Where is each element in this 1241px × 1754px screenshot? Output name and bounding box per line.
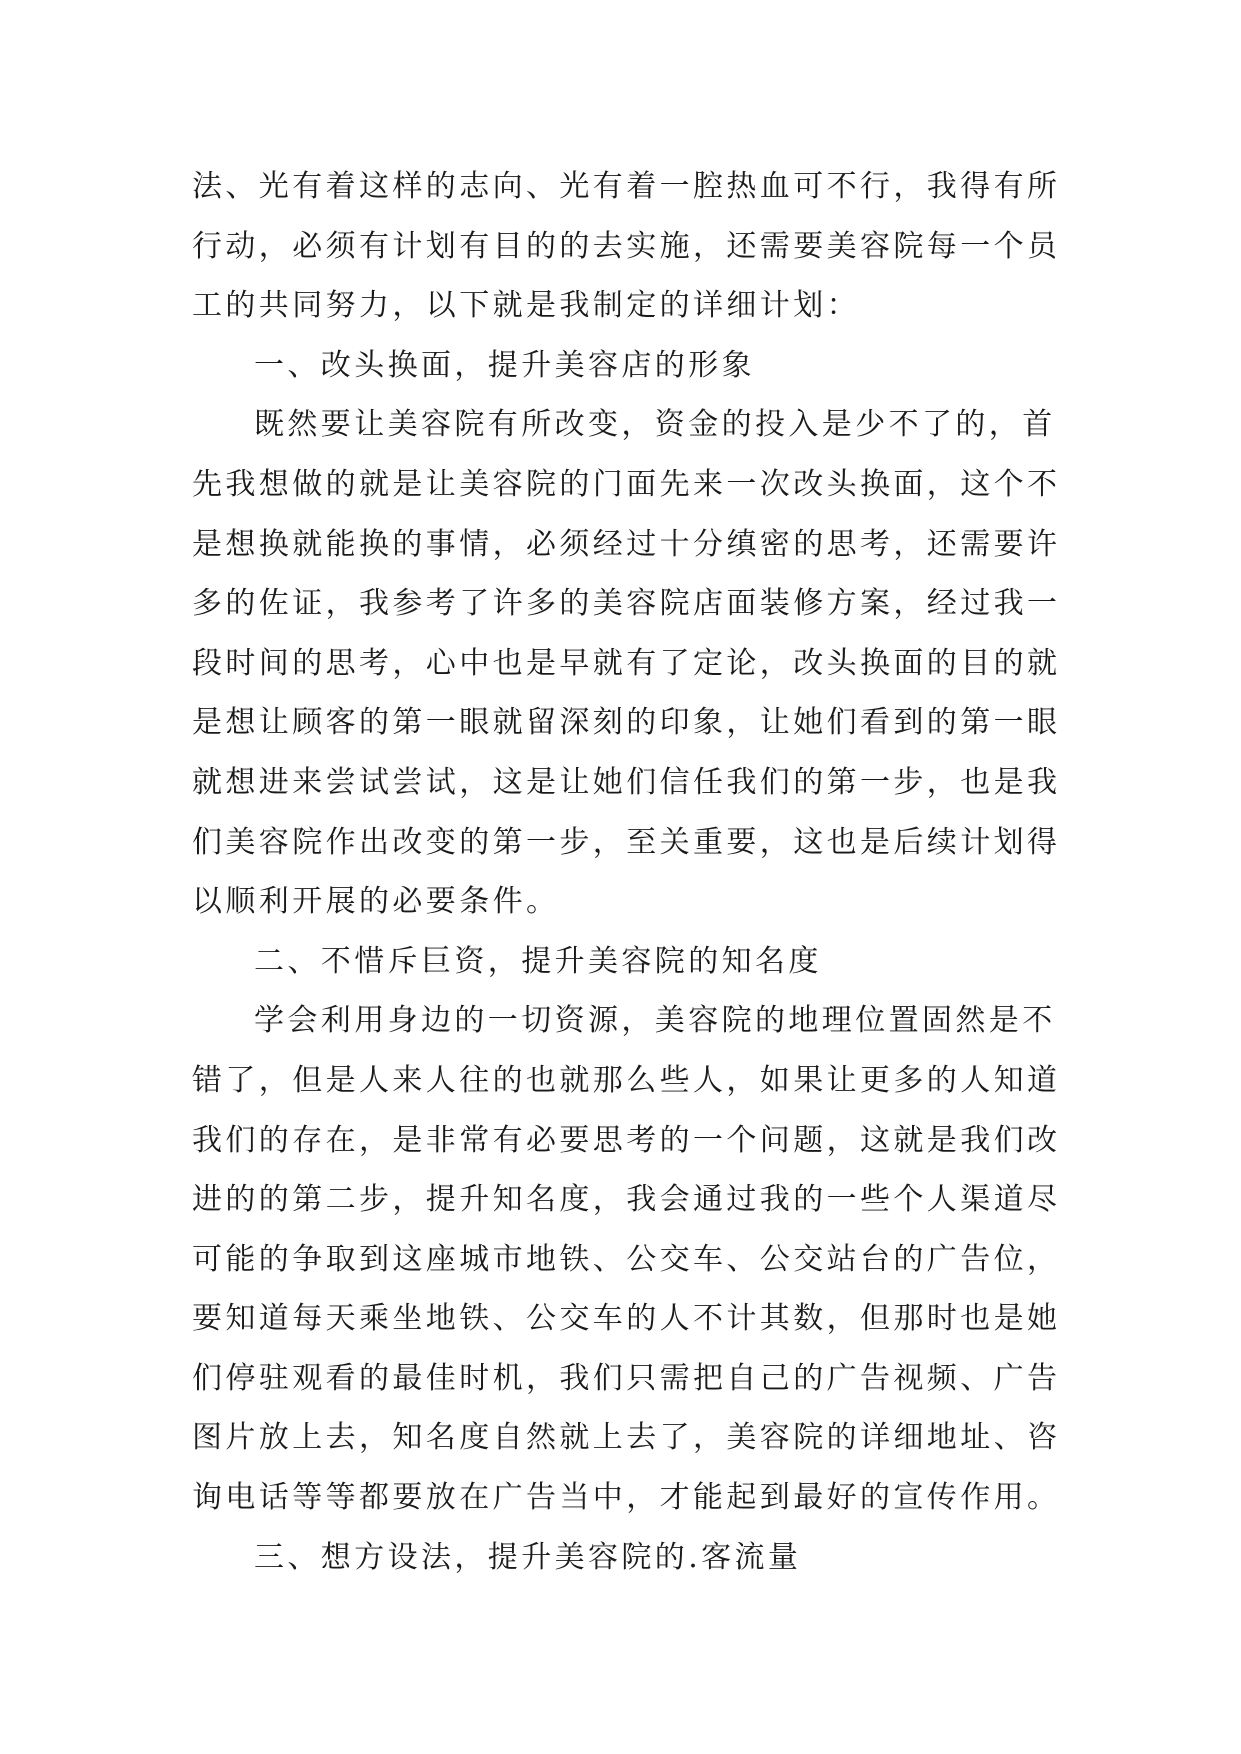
paragraph-line: 既然要让美容院有所改变，资金的投入是少不了的，首 xyxy=(254,407,1056,443)
paragraph-line: 可能的争取到这座城市地铁、公交车、公交站台的广告位， xyxy=(192,1241,1061,1277)
paragraph-line: 法、光有着这样的志向、光有着一腔热血可不行，我得有所 xyxy=(192,169,1061,204)
paragraph-line: 错了，但是人来人往的也就那么些人，如果让更多的人知道 xyxy=(192,1062,1061,1098)
paragraph-line: 行动，必须有计划有目的的去实施，还需要美容院每一个员 xyxy=(192,228,1061,264)
paragraph-line: 们停驻观看的最佳时机，我们只需把自己的广告视频、广告 xyxy=(192,1360,1061,1396)
section-heading-1: 一、改头换面，提升美容店的形象 xyxy=(254,347,755,383)
paragraph-line: 们美容院作出改变的第一步，至关重要，这也是后续计划得 xyxy=(192,824,1061,860)
paragraph-line: 要知道每天乘坐地铁、公交车的人不计其数，但那时也是她 xyxy=(192,1301,1061,1337)
paragraph-line: 多的佐证，我参考了许多的美容院店面装修方案，经过我一 xyxy=(192,586,1061,622)
paragraph-line: 就想进来尝试尝试，这是让她们信任我们的第一步，也是我 xyxy=(192,764,1061,800)
paragraph-line: 图片放上去，知名度自然就上去了，美容院的详细地址、咨 xyxy=(192,1420,1061,1456)
paragraph-line: 是想让顾客的第一眼就留深刻的印象，让她们看到的第一眼 xyxy=(192,705,1061,741)
paragraph-line: 工的共同努力，以下就是我制定的详细计划： xyxy=(192,288,860,324)
document-body xyxy=(192,157,1061,1587)
paragraph-line: 进的的第二步，提升知名度，我会通过我的一些个人渠道尽 xyxy=(192,1182,1061,1218)
paragraph-line: 询电话等等都要放在广告当中，才能起到最好的宣传作用。 xyxy=(192,1480,1061,1516)
section-heading-2: 二、不惜斥巨资，提升美容院的知名度 xyxy=(254,943,822,979)
paragraph-line: 以顺利开展的必要条件。 xyxy=(192,884,560,920)
paragraph-line: 段时间的思考，心中也是早就有了定论，改头换面的目的就 xyxy=(192,645,1061,681)
section-heading-3: 三、想方设法，提升美容院的.客流量 xyxy=(254,1539,802,1575)
paragraph-line: 我们的存在，是非常有必要思考的一个问题，这就是我们改 xyxy=(192,1122,1061,1158)
paragraph-line: 先我想做的就是让美容院的门面先来一次改头换面，这个不 xyxy=(192,466,1061,502)
paragraph-line: 是想换就能换的事情，必须经过十分缜密的思考，还需要许 xyxy=(192,526,1061,562)
paragraph-line: 学会利用身边的一切资源，美容院的地理位置固然是不 xyxy=(254,1003,1056,1039)
